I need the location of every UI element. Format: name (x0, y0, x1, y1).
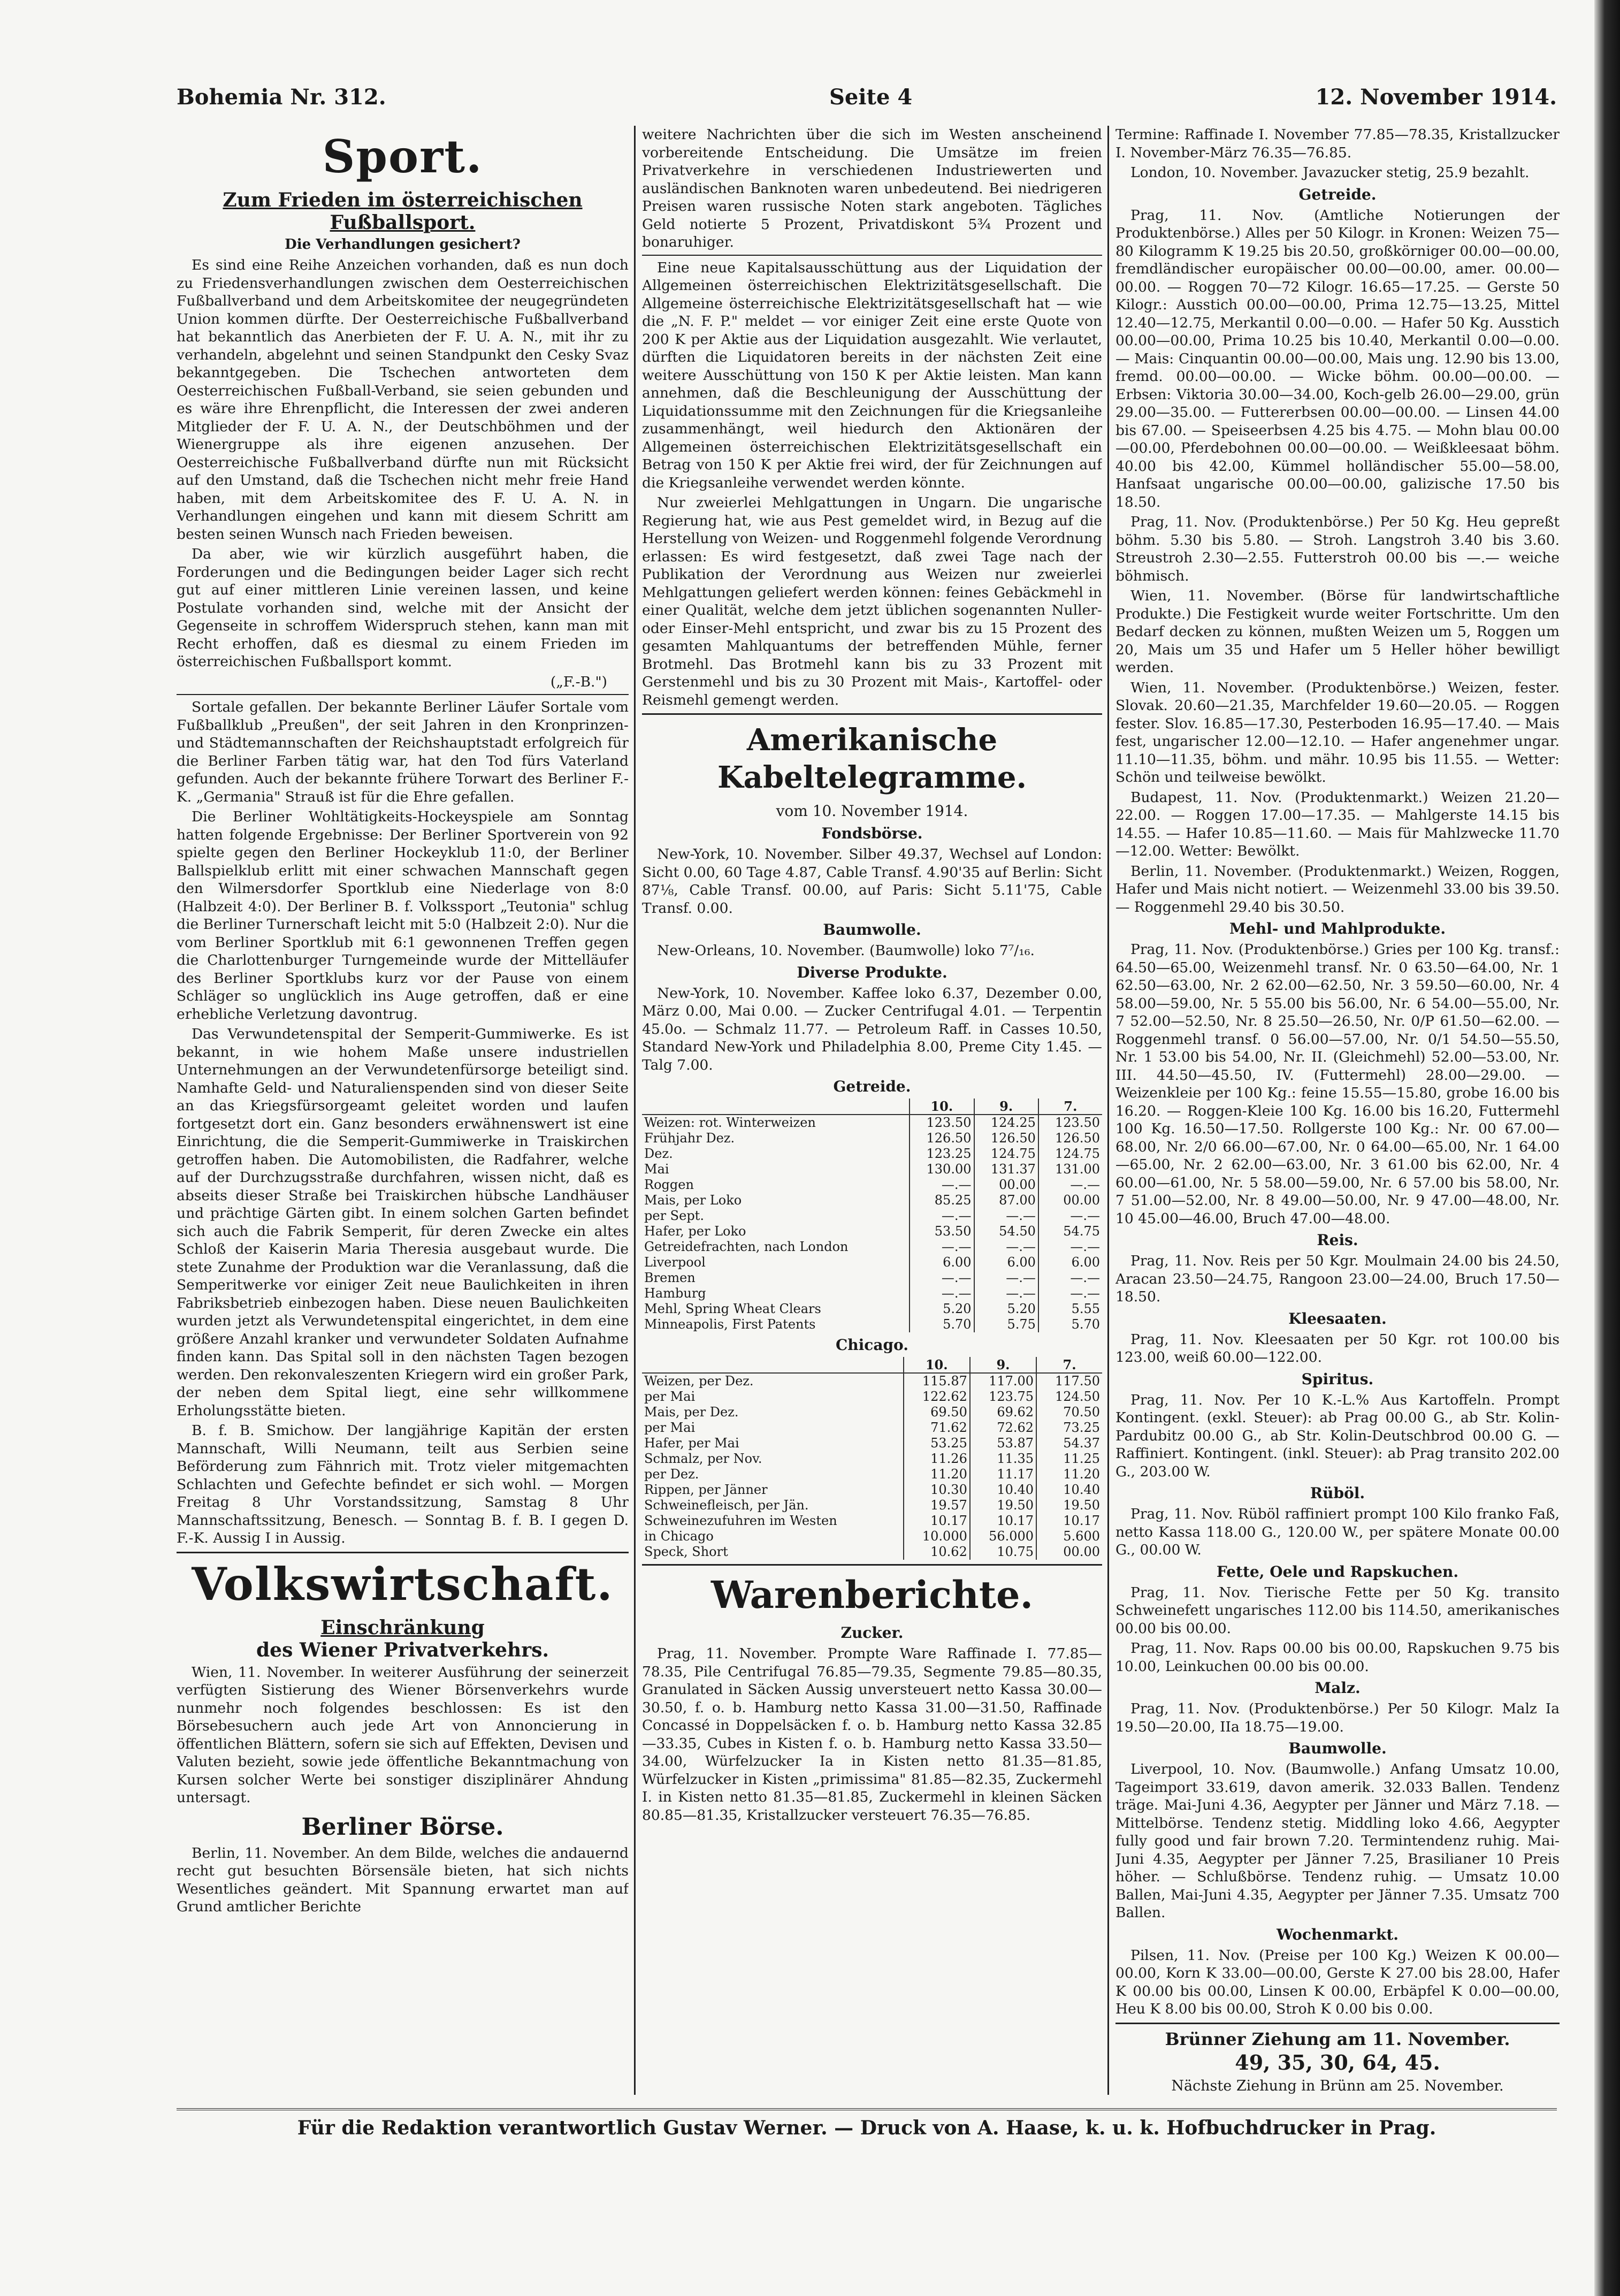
table-cell: 123.25 (910, 1146, 974, 1162)
table-cell: 71.62 (904, 1420, 970, 1436)
table-row-label: per Dez. (644, 1467, 699, 1482)
market-report: Prag, 11. Nov. Per 10 K.-L.% Aus Kartoffeln. Prompt Kontingent. (exkl. Steuer): ab Prag 00.00 G., ab Str. Kolin-Pardubitz 00.00 G., ab Str. Kolin-Deutschbrod 00.00 G. — Raffiniert. Kontingent. (inkl. Steuer): ab Prag transito 202.00 G., 203.00 W. (1115, 1391, 1560, 1480)
table-row (642, 1115, 1102, 1131)
table-row-label: per Mai (644, 1389, 696, 1404)
scan-edge (1594, 0, 1620, 2296)
table-cell: 117.00 (970, 1373, 1036, 1389)
table-cell: 5.20 (974, 1301, 1038, 1317)
divider (642, 713, 1102, 715)
subhead: Kleesaaten. (1288, 1309, 1387, 1328)
section-date: vom 10. November 1914. (776, 802, 968, 820)
table-cell: 19.57 (904, 1498, 970, 1513)
article-title: Berliner Börse. (301, 1813, 504, 1841)
table-row (642, 1544, 1102, 1560)
table-row-label: Rippen, per Jänner (644, 1482, 768, 1497)
table-row-label: Schweinezufuhren im Westen (644, 1513, 837, 1528)
market-report: Prag, 11. November. Prompte Ware Raffinade I. 77.85—78.35, Pile Centrifugal 76.85—79.35, Segmente 79.85—80.35, Granulated in Säcken Aussig unversteuert netto Kassa 30.00—30.50, f. o. b. Hamburg netto Kassa 31.00—31.50, Raffinade Concassé in Doppelsäcken f. o. b. Hamburg netto Kassa 32.85—33.35, Cubes in Kisten f. o. b. Hamburg netto Kassa 33.50—34.00, Würfelzucker Ia in Kisten netto 81.35—81.85, Würfelzucker in Kisten „primissima" 81.85—82.35, Zuckermehl I. in Kisten netto 81.35—81.85, Zuckermehl in kleinen Säcken 80.85—81.35, Kristallzucker versteuert 76.35—76.85. (642, 1645, 1102, 1824)
market-report: New-York, 10. November. Kaffee loko 6.37, Dezember 0.00, März 0.00, Mai 0.00. — Zucker Centrifugal 4.01. — Terpentin 45.0o. — Schmalz 11.77. — Petroleum Raff. in Casses 10.50, Standard New-York und Philadelphia 8.00, Preme City 1.45. — Talg 7.00. (642, 985, 1102, 1073)
table-row-label: Getreidefrachten, nach London (644, 1239, 849, 1254)
subhead: Fette, Oele und Rapskuchen. (1216, 1562, 1459, 1581)
table-cell: 124.75 (974, 1146, 1038, 1162)
market-report: Prag, 11. Nov. Tierische Fette per 50 Kg. transito Schweinefett ungarisches 112.00 bis 114.50, amerikanisches 00.00 bis 00.00. (1115, 1584, 1560, 1637)
table-row-label: Bremen (644, 1270, 696, 1285)
table-cell: 11.35 (970, 1451, 1036, 1467)
subhead: Chicago. (836, 1336, 908, 1354)
table-cell: 10.30 (904, 1482, 970, 1498)
table-cell: 53.25 (904, 1436, 970, 1451)
table-row (642, 1420, 1102, 1436)
table-row (642, 1451, 1102, 1467)
table-cell: 10.17 (970, 1513, 1036, 1529)
table-cell: 5.70 (910, 1317, 974, 1332)
table-row (642, 1482, 1102, 1498)
market-report: New-York, 10. November. Silber 49.37, Wechsel auf London: Sicht 0.00, 60 Tage 4.87, Cable Transf. 4.90'35 auf Berlin: Sicht 87⅛, Cable Transf. 00.00, auf Paris: Sicht 5.11'75, Cable Transf. 0.00. (642, 846, 1102, 917)
table-cell: 53.50 (910, 1224, 974, 1239)
table-row (642, 1177, 1102, 1193)
table-cell: 10.62 (904, 1544, 970, 1560)
column-3 (1115, 126, 1560, 2100)
table-header-cell: 9. (974, 1099, 1038, 1115)
table-cell: —.— (1038, 1208, 1102, 1224)
page-footer-imprint: Für die Redaktion verantwortlich Gustav Werner. — Druck von A. Haase, k. u. k. Hofbuchdrucker in Prag. (177, 2108, 1557, 2148)
table-cell: —.— (1038, 1239, 1102, 1255)
table-row-label: Mai (644, 1162, 669, 1177)
table-row (642, 1389, 1102, 1405)
table-header-cell (642, 1099, 910, 1115)
table-cell: 54.50 (974, 1224, 1038, 1239)
table-cell: 5.20 (910, 1301, 974, 1317)
table-header-cell: 7. (1038, 1099, 1102, 1115)
table-row-label: Liverpool (644, 1255, 706, 1270)
table-cell: 122.62 (904, 1389, 970, 1405)
market-report: Prag, 11. Nov. (Produktenbörse.) Per 50 Kilogr. Malz Ia 19.50—20.00, IIa 18.75—19.00. (1115, 1700, 1560, 1735)
table-cell: 11.25 (1036, 1451, 1102, 1467)
column-divider (1107, 126, 1109, 2095)
market-report: Pilsen, 11. Nov. (Preise per 100 Kg.) Weizen K 00.00—00.00, Korn K 33.00—00.00, Gerste K 27.00 bis 28.00, Hafer K 00.00 bis 00.00, Linsen K 00.00, Erbäpfel K 0.00—00.00, Heu K 8.00 bis 00.00, Stroh K 0.00 bis 0.00. (1115, 1947, 1560, 2017)
market-report: Prag, 11. Nov. Raps 00.00 bis 00.00, Rapskuchen 9.75 bis 10.00, Leinkuchen 00.00 bis 00.00. (1115, 1640, 1560, 1675)
divider (642, 1564, 1102, 1566)
table-cell: 123.75 (970, 1389, 1036, 1405)
table-cell: —.— (974, 1208, 1038, 1224)
subhead: Getreide. (833, 1078, 911, 1095)
subhead: Baumwolle. (1288, 1740, 1387, 1757)
table-cell: 70.50 (1036, 1405, 1102, 1420)
table-row-label: Dez. (644, 1146, 673, 1161)
table-cell: 72.62 (970, 1420, 1036, 1436)
subhead: Baumwolle. (823, 921, 921, 939)
table-cell: 10.40 (970, 1482, 1036, 1498)
table-cell: —.— (1038, 1270, 1102, 1286)
subhead: Getreide. (1298, 185, 1377, 203)
table-cell: 10.000 (904, 1529, 970, 1544)
table-row (642, 1146, 1102, 1162)
table-cell: 11.20 (1036, 1467, 1102, 1482)
table-row (642, 1513, 1102, 1529)
divider (177, 1552, 629, 1553)
table-cell: —.— (910, 1177, 974, 1193)
table-cell: 85.25 (910, 1193, 974, 1208)
table-cell: 73.25 (1036, 1420, 1102, 1436)
table-cell: 53.87 (970, 1436, 1036, 1451)
market-report: New-Orleans, 10. November. (Baumwolle) loko 7⁷/₁₆. (657, 942, 1035, 959)
subhead: Spiritus. (1301, 1370, 1374, 1388)
table-cell: —.— (1038, 1177, 1102, 1193)
table-row-label: Mais, per Dez. (644, 1405, 739, 1420)
table-cell: 87.00 (974, 1193, 1038, 1208)
table-row-label: Schweinefleisch, per Jän. (644, 1498, 809, 1513)
table-cell: 123.50 (1038, 1115, 1102, 1131)
table-cell: 130.00 (910, 1162, 974, 1177)
table-row (642, 1317, 1102, 1332)
table-row-label: Schmalz, per Nov. (644, 1451, 762, 1466)
article-signature: („F.-B.") (550, 673, 607, 690)
page-header (177, 80, 1557, 118)
market-report: Termine: Raffinade I. November 77.85—78.35, Kristallzucker I. November-März 76.35—76.85. (1115, 126, 1560, 161)
divider (642, 255, 1102, 256)
table-row (642, 1224, 1102, 1239)
table-cell: 10.17 (1036, 1513, 1102, 1529)
table-cell: 5.55 (1038, 1301, 1102, 1317)
table-row-label: Frühjahr Dez. (644, 1131, 735, 1146)
subhead: Rüböl. (1310, 1484, 1365, 1502)
table-row-label: Mehl, Spring Wheat Clears (644, 1301, 821, 1316)
table-row-label: per Mai (644, 1420, 696, 1435)
section-title-economy: Volkswirtschaft. (192, 1557, 614, 1611)
table-row-label: Hafer, per Mai (644, 1436, 739, 1451)
table-row (642, 1467, 1102, 1482)
table-header-cell: 9. (970, 1357, 1036, 1373)
table-cell: 126.50 (910, 1131, 974, 1146)
column-1 (177, 126, 629, 2100)
market-report: Prag, 11. Nov. Kleesaaten per 50 Kgr. rot 100.00 bis 123.00, weiß 60.00—122.00. (1115, 1331, 1560, 1366)
subhead: Reis. (1317, 1231, 1358, 1249)
table-row (642, 1131, 1102, 1146)
table-cell: 54.37 (1036, 1436, 1102, 1451)
table-cell: —.— (974, 1239, 1038, 1255)
table-row-label: Weizen, per Dez. (644, 1374, 754, 1389)
article-subtitle: Die Verhandlungen gesichert? (285, 237, 521, 253)
table-row (642, 1162, 1102, 1177)
table-cell: 54.75 (1038, 1224, 1102, 1239)
market-report: Wien, 11. November. (Börse für landwirtschaftliche Produkte.) Die Festigkeit wurde weiter Fortschritte. Um den Bedarf decken zu können, mußten Weizen um 5, Roggen um 20, Mais um 35 und Hafer um 5 Heller höher bewilligt werden. (1115, 588, 1560, 676)
table-cell: 00.00 (974, 1177, 1038, 1193)
table-row (642, 1193, 1102, 1208)
news-item: Das Verwundetenspital der Semperit-Gummiwerke. Es ist bekannt, in wie hohem Maße unsere industriellen Unternehmungen an der Verwundetenfürsorge beteiligt sind. Namhafte Geld- und Naturalienspenden sind von dieser Seite an das Kriegsfürsorgeamt geleitet worden und laufen fortgesetzt dort ein. Ganz besonders erwähnenswert ist eine Einrichtung, die die Semperit-Gummiwerke in Traiskirchen getroffen haben. Die Automobilisten, die Radfahrer, welche auf der Durchzugsstraße durchfahren, wissen nicht, daß es abseits dieser Straße bei Traiskirchen hübsche Landhäuser und prächtige Gärten gibt. In einem solchen Garten befindet sich auch die Fabrik Semperit, für deren Zwecke ein altes Schloß der Kaiserin Maria Theresia ausgebaut wurde. Die stete Zunahme der Produktion war die Veranlassung, daß die Semperitwerke vor einiger Zeit neue Baulichkeiten in ihren Fabriksbetrieb einbezogen haben. Diese neuen Baulichkeiten wurden jetzt als Verwundetenspital eingerichtet, in dem eine größere Anzahl kranker und verwundeter Soldaten Aufnahme finden kann. Das Spital soll in den nächsten Tagen bezogen werden. Den rekonvaleszenten Kriegern wird ein großer Park, der neben dem Spital liegt, eine sehr willkommene Erholungsstätte bieten. (177, 1026, 629, 1419)
divider (1115, 2023, 1560, 2024)
table-cell: 115.87 (904, 1373, 970, 1389)
table-cell: 56.000 (970, 1529, 1036, 1544)
table-row-label: Roggen (644, 1177, 694, 1192)
table-cell: 00.00 (1036, 1544, 1102, 1560)
column-divider (634, 126, 636, 2095)
table-cell: —.— (974, 1286, 1038, 1301)
table-cell: 5.70 (1038, 1317, 1102, 1332)
article-title-line2: des Wiener Privatverkehrs. (256, 1638, 549, 1661)
news-item: Sortale gefallen. Der bekannte Berliner Läufer Sortale vom Fußballklub „Preußen", der seit Jahren in den Kronprinzen- und Städtemannschaften der Reichshauptstadt erfolgreich für die Berliner Farben tätig war, hat den Tod fürs Vaterland gefunden. Auch der bekannte frühere Torwart des Berliner F.-K. „Germania" Strauß ist für die Ehre gefallen. (177, 699, 629, 805)
table-cell: 00.00 (1038, 1193, 1102, 1208)
table-row-label: Weizen: rot. Winterweizen (644, 1115, 816, 1130)
article-paragraph: Wien, 11. November. In weiterer Ausführung der seinerzeit verfügten Sistierung des Wiener Börsenverkehrs wurde nunmehr noch folgendes beschlossen: Es ist den Börsebesuchern auch jede Art von Annoncierung in öffentlichen Blättern, sofern sie sich auf Effekten, Devisen und Valuten bezieht, sowie jede öffentliche Bekanntmachung von Kursen solcher Werte bei sonstiger disziplinärer Ahndung untersagt. (177, 1664, 629, 1806)
market-report: Liverpool, 10. Nov. (Baumwolle.) Anfang Umsatz 10.00, Tageimport 33.619, davon amerik. 32.033 Ballen. Tendenz träge. Mai-Juni 4.36, Aegypter per Jänner und März 7.18. — Mittelbörse. Tendenz stetig. Middling loko 4.66, Aegypter fully good und fair brown 7.20. Termintendenz ruhig. Mai-Juni 4.35, Aegypter per Jänner 7.25, Brasilianer 10 Preis höher. — Schlußbörse. Tendenz ruhig. — Umsatz 10.00 Ballen, Mai-Juni 4.35, Aegypter per Jänner 7.35. Umsatz 700 Ballen. (1115, 1761, 1560, 1921)
market-report: Prag, 11. Nov. (Produktenbörse.) Per 50 Kg. Heu gepreßt böhm. 5.30 bis 5.80. — Stroh. Langstroh 3.40 bis 3.60. Streustroh 2.30—2.55. Futterstroh 00.00 bis —.— weiche böhmisch. (1115, 514, 1560, 584)
table-cell: 6.00 (910, 1255, 974, 1270)
table-cell: 5.75 (974, 1317, 1038, 1332)
article-paragraph: Berlin, 11. November. An dem Bilde, welches die andauernd recht gut besuchten Börsensäle bieten, hat sich nichts Wesentliches geändert. Mit Spannung erwartet man auf Grund amtlicher Berichte (177, 1844, 629, 1915)
table-cell: 131.37 (974, 1162, 1038, 1177)
table-row-label: Minneapolis, First Patents (644, 1317, 816, 1332)
table-cell: 11.20 (904, 1467, 970, 1482)
table-cell: 10.17 (904, 1513, 970, 1529)
table-cell: —.— (1038, 1286, 1102, 1301)
table-cell: —.— (910, 1208, 974, 1224)
subhead: Zucker. (840, 1624, 904, 1642)
table-row-label: Hafer, per Loko (644, 1224, 746, 1239)
table-row (642, 1373, 1102, 1389)
market-report: Prag, 11. Nov. Rüböl raffiniert prompt 100 Kilo franko Faß, netto Kassa 118.00 G., 120.00 W., per spätere Monate 00.00 G., 00.00 W. (1115, 1506, 1560, 1558)
table-row (642, 1405, 1102, 1420)
table-header-row (642, 1099, 1102, 1115)
subhead: Malz. (1315, 1679, 1361, 1697)
table-header-cell: 10. (910, 1099, 974, 1115)
section-title-goods: Warenberichte. (711, 1573, 1033, 1617)
article-paragraph: weitere Nachrichten über die sich im Westen anscheinend vorbereitende Entscheidung. Die Umsätze im freien Privatverkehre in verschiedenen Industriewerten und ausländischen Banknoten waren unbedeutend. Bei niedrigeren Preisen waren russische Noten stark angeboten. Tägliches Geld notierte 5 Prozent, Privatdiskont 5¾ Prozent und bonaruhiger. (642, 126, 1102, 250)
divider (177, 694, 629, 695)
table-row-label: Hamburg (644, 1286, 706, 1301)
table-cell: 124.75 (1038, 1146, 1102, 1162)
table-cell: 69.50 (904, 1405, 970, 1420)
market-report: Prag, 11. Nov. (Amtliche Notierungen der Produktenbörse.) Alles per 50 Kilogr. in Kronen: Weizen 75—80 Kilogramm K 19.25 bis 20.50, großkörniger 00.00—00.00, fremdländischer europäischer 00.00—00.00, amer. 00.00—00.00. — Roggen 70—72 Kilogr. 16.65—17.25. — Gerste 50 Kilogr.: Ausstich 00.00—00.00, Prima 12.75—13.25, Mittel 12.40—12.75, Merkantil 0.00—0.00. — Hafer 50 Kg. Ausstich 00.00—00.00, Prima 10.25 bis 10.40, Merkantil 0.00—0.00. — Mais: Cinquantin 00.00—00.00, Mais ung. 12.90 bis 13.00, fremd. 00.00—00.00. — Wicke böhm. 00.00—00.00. — Erbsen: Viktoria 30.00—34.00, Koch-gelb 26.00—29.00, grün 29.00—35.00. — Futtererbsen 00.00—00.00. — Linsen 44.00 bis 67.00. — Speiseerbsen 4.25 bis 4.75. — Mohn blau 00.00—00.00, Pferdebohnen 00.00—00.00. — Weißkleesaat böhm. 40.00 bis 42.00, Kümmel holländischer 55.00—58.00, Hanfsaat ungarische 00.00—00.00, galizische 17.50 bis 18.50. (1115, 207, 1560, 510)
table-cell: —.— (910, 1270, 974, 1286)
table-row (642, 1498, 1102, 1513)
market-report: Wien, 11. November. (Produktenbörse.) Weizen, fester. Slovak. 20.60—21.35, Marchfelder 19.60—20.05. — Roggen fester. Slov. 16.85—17.30, Pesterboden 16.95—17.40. — Mais fest, ungarischer 12.00—12.10. — Hafer angenehmer ungar. 11.10—11.35, böhm. und mähr. 10.95 bis 11.55. — Wetter: Schön und teilweise bewölkt. (1115, 679, 1560, 785)
table-cell: 123.50 (910, 1115, 974, 1131)
chicago-price-table (642, 1357, 1102, 1560)
table-row (642, 1529, 1102, 1544)
market-report: Prag, 11. Nov. Reis per 50 Kgr. Moulmain 24.00 bis 24.50, Aracan 23.50—24.75, Rangoon 23.00—24.00, Bruch 17.50—18.50. (1115, 1253, 1560, 1305)
table-cell: 11.17 (970, 1467, 1036, 1482)
news-item: Nur zweierlei Mehlgattungen in Ungarn. Die ungarische Regierung hat, wie aus Pest gemeldet wird, in Bezug auf die Herstellung von Weizen- und Roggenmehl folgende Verordnung erlassen: Es wird festgesetzt, daß zwei Tage nach der Publikation der Verordnung aus Weizen nur zweierlei Mehlgattungen geliefert werden können: feines Gebäckmehl in einer Qualität, welche dem jetzt üblichen sogenannten Nuller- oder Einser-Mehl entspricht, und zwar bis zu 15 Prozent des gesamten Mahlquantums der betreffenden Mühle, ferner Brotmehl. Das Brotmehl kann bis zu 33 Prozent mit Gerstenmehl und bis zu 30 Prozent mit Mais-, Kartoffel- oder Reismehl gemengt werden. (642, 494, 1102, 708)
market-report: Berlin, 11. November. (Produktenmarkt.) Weizen, Roggen, Hafer und Mais nicht notiert. — Weizenmehl 33.00 bis 39.50. — Roggenmehl 29.40 bis 30.50. (1115, 863, 1560, 916)
table-row-label: per Sept. (644, 1208, 704, 1223)
masthead-issue: Bohemia Nr. 312. (177, 85, 386, 110)
table-cell: 124.25 (974, 1115, 1038, 1131)
table-cell: —.— (910, 1239, 974, 1255)
page-number: Seite 4 (829, 85, 913, 110)
table-header-cell: 7. (1036, 1357, 1102, 1373)
market-report: Budapest, 11. Nov. (Produktenmarkt.) Weizen 21.20—22.00. — Roggen 17.00—17.35. — Mahlgerste 14.15 bis 14.55. — Hafer 10.85—11.60. — Mais für Mahlzwecke 11.70—12.00. Wetter: Bewölkt. (1115, 789, 1560, 859)
lottery-numbers: 49, 35, 30, 64, 45. (1235, 2050, 1440, 2074)
article-title: Einschränkung (320, 1616, 485, 1639)
table-cell: —.— (974, 1270, 1038, 1286)
table-row (642, 1208, 1102, 1224)
subhead: Wochenmarkt. (1276, 1925, 1399, 1943)
market-report: London, 10. November. Javazucker stetig, 25.9 bezahlt. (1130, 164, 1530, 181)
table-row (642, 1301, 1102, 1317)
table-cell: 117.50 (1036, 1373, 1102, 1389)
table-row (642, 1270, 1102, 1286)
news-item: Die Berliner Wohltätigkeits-Hockeyspiele am Sonntag hatten folgende Ergebnisse: Der Berliner Sportverein von 92 spielte gegen den Berliner Hockeyklub 11:0, der Berliner Ballspielklub erlitt mit einer schwachen Mannschaft gegen den Wilmersdorfer Sportklub eine Niederlage von 8:0 (Halbzeit 4:0). Der Berliner B. f. Volkssport „Teutonia" schlug die Berliner Turnerschaft leicht mit 5:0 (Halbzeit 2:0). Nur die vom Berliner Sportklub mit 6:1 gewonnenen Treffen gegen die Charlottenburger Turngemeinde wurde der Mittelläufer des Berliner Sportklubs kurz vor der Pause von einem Schläger so unglücklich ins Auge getroffen, daß er eine erhebliche Verletzung davontrug. (177, 808, 629, 1023)
article-paragraph: Da aber, wie wir kürzlich ausgeführt haben, die Forderungen und die Bedingungen beider Lager sich recht gut auf einer mittleren Linie vereinen lassen, und keine Postulate vorhanden sind, welche mit der Ansicht der Gegenseite in schroffem Widerspruch stehen, kann man mit Recht erhoffen, daß es diesmal zu einem Frieden im österreichischen Fußballsport kommt. (177, 546, 629, 670)
table-cell: 11.26 (904, 1451, 970, 1467)
article-title: Zum Frieden im österreichischen Fußballsport. (223, 189, 583, 234)
table-cell: 6.00 (974, 1255, 1038, 1270)
lottery-title: Brünner Ziehung am 11. November. (1165, 2028, 1510, 2049)
table-header-cell: 10. (904, 1357, 970, 1373)
table-cell: 126.50 (974, 1131, 1038, 1146)
table-row-label: in Chicago (644, 1529, 714, 1544)
news-item: Eine neue Kapitalsausschüttung aus der Liquidation der Allgemeinen österreichischen Elektrizitätsgesellschaft. Die Allgemeine österreichische Elektrizitätsgesellschaft hat — wie die „N. F. P." meldet — vor einiger Zeit eine erste Quote von 200 K per Aktie aus der Liquidation ausgezahlt. Wie verlautet, dürften die Liquidatoren bereits in der nächsten Zeit eine weitere Ausschüttung von 150 K per Aktie leisten. Man kann annehmen, daß die Beschleunigung der Ausschüttung der Liquidationssumme mit den Zeichnungen für die Kriegsanleihe zusammenhängt, weil hiedurch den Aktionären der Allgemeinen österreichischen Elektrizitätsgesellschaft ein Betrag von 150 K per Aktie frei wird, der für Zeichnungen auf die Kriegsanleihe verwendet werden könnte. (642, 259, 1102, 491)
table-row-label: Speck, Short (644, 1544, 728, 1559)
table-cell: 6.00 (1038, 1255, 1102, 1270)
section-title-cables: Amerikanische Kabeltelegramme. (717, 722, 1027, 795)
table-cell: 69.62 (970, 1405, 1036, 1420)
table-row-label: Mais, per Loko (644, 1193, 742, 1208)
table-cell: 10.40 (1036, 1482, 1102, 1498)
table-cell: 19.50 (970, 1498, 1036, 1513)
table-row (642, 1239, 1102, 1255)
table-cell: 126.50 (1038, 1131, 1102, 1146)
table-cell: 124.50 (1036, 1389, 1102, 1405)
table-header-cell (642, 1357, 904, 1373)
market-report: Prag, 11. Nov. (Produktenbörse.) Gries per 100 Kg. transf.: 64.50—65.00, Weizenmehl transf. Nr. 0 63.50—64.00, Nr. 1 62.50—63.00, Nr. 2 62.00—62.50, Nr. 3 59.50—60.00, Nr. 4 58.00—59.00, Nr. 5 55.00 bis 56.00, Nr. 6 54.00—55.00, Nr. 7 52.00—52.50, Nr. 8 25.50—26.50, Nr. 0/P 61.50—62.00. — Roggenmehl transf. 0 56.00—57.00, Nr. 0/1 54.50—55.50, Nr. 1 53.00 bis 54.00, Nr. II. (Gleichmehl) 52.00—53.00, Nr. III. 44.50—45.50, IV. (Futtermehl) 28.00—29.00. — Weizenkleie per 100 Kg.: feine 15.55—15.80, grobe 16.00 bis 16.20. — Roggen-Kleie 100 Kg. 16.00 bis 16.20, Futtermehl 100 Kg. 16.50—17.50. Rollgerste 100 Kg.: Nr. 00 67.00—68.00, Nr. 2/0 66.00—67.00, Nr. 0 64.00—65.00, Nr. 1 64.00—65.00, Nr. 2 62.00—63.00, Nr. 3 61.00 bis 62.00, Nr. 4 60.00—61.00, Nr. 5 58.00—59.00, Nr. 6 57.00 bis 58.00, Nr. 7 51.00—52.00, Nr. 8 49.00—50.00, Nr. 9 47.00—48.00, Nr. 10 45.00—46.00, Bruch 47.00—48.00. (1115, 941, 1560, 1227)
table-row (642, 1436, 1102, 1451)
article-paragraph: Es sind eine Reihe Anzeichen vorhanden, daß es nun doch zu Friedensverhandlungen zwischen dem Oesterreichischen Fußballverband und dem Arbeitskomitee der neugegründeten Union kommen dürfte. Der Oesterreichische Fußballverband hat bekanntlich das Anerbieten der F. U. A. N., mit ihr zu verhandeln, abgelehnt und seinen Standpunkt den Cesky Svaz bekanntgegeben. Die Tschechen antworteten dem Oesterreichischen Fußball-Verband, sie seien gebunden und es wäre ihre Ehrenpflicht, die Interessen der zwei anderen Mitglieder der F. U. A. N., der Deutschböhmen und der Wienergruppe als ihre eigenen anzusehen. Der Oesterreichische Fußballverband dürfte nun mit Rücksicht auf den Umstand, daß die Tschechen nicht mehr freie Hand haben, mit dem Arbeitskomitee des F. U. A. N. in Verhandlungen eingehen und kann mit diesem Schritt am besten seinen Wunsch nach Frieden beweisen. (177, 257, 629, 543)
issue-date: 12. November 1914. (1315, 85, 1557, 110)
table-header-row (642, 1357, 1102, 1373)
column-2 (642, 126, 1102, 2100)
subhead: Diverse Produkte. (797, 963, 947, 981)
table-row (642, 1255, 1102, 1270)
grain-price-table (642, 1099, 1102, 1332)
table-cell: 5.600 (1036, 1529, 1102, 1544)
lottery-next: Nächste Ziehung in Brünn am 25. November. (1171, 2077, 1504, 2094)
table-cell: 10.75 (970, 1544, 1036, 1560)
table-row (642, 1286, 1102, 1301)
table-cell: 19.50 (1036, 1498, 1102, 1513)
subhead: Mehl- und Mahlprodukte. (1229, 920, 1446, 937)
table-cell: 131.00 (1038, 1162, 1102, 1177)
news-item: B. f. B. Smichow. Der langjährige Kapitän der ersten Mannschaft, Willi Neumann, teilt aus Serbien seine Beförderung zum Fähnrich mit. Trotz vieler mitgemachten Schlachten und Gefechte befindet er sich wohl. — Morgen Freitag 8 Uhr Vorstandssitzung, Samstag 8 Uhr Mannschaftssitzung, Benesch. — Sonntag B. f. B. I gegen D. F.-K. Aussig I in Aussig. (177, 1422, 629, 1546)
table-cell: —.— (910, 1286, 974, 1301)
subhead: Fondsbörse. (821, 825, 923, 842)
section-title-sport: Sport. (322, 130, 483, 183)
